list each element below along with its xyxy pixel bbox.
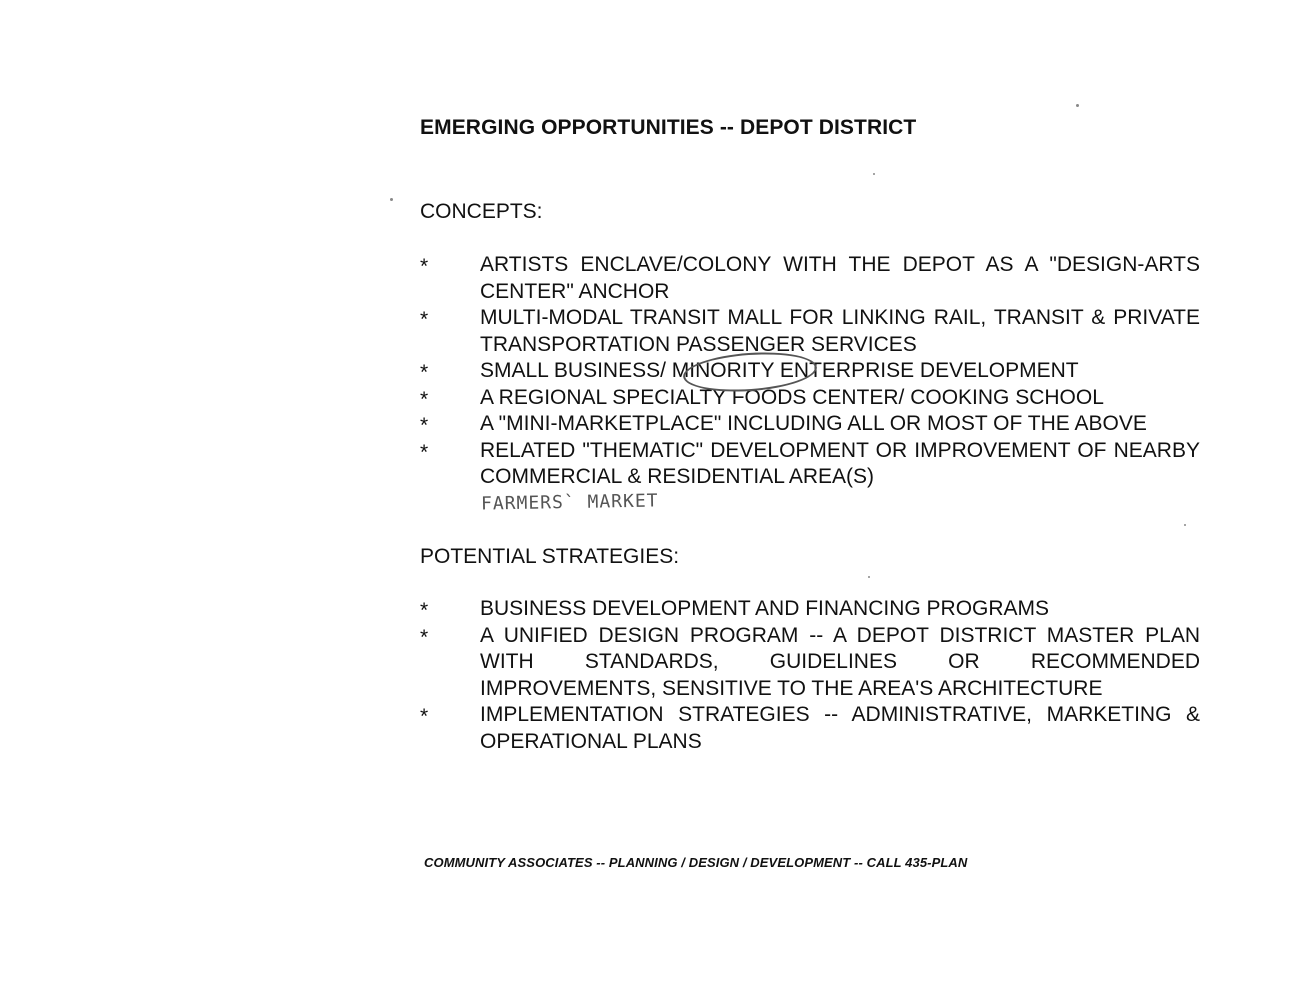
bullet-marker: * <box>420 599 429 622</box>
concept-text: RELATED "THEMATIC" DEVELOPMENT OR IMPROVEMENT OF NEARBY COMMERCIAL & RESIDENTIAL AREA(S) <box>480 438 1200 488</box>
strategy-text: BUSINESS DEVELOPMENT AND FINANCING PROGRAMS <box>480 597 1050 620</box>
concept-text: ARTISTS ENCLAVE/COLONY WITH THE DEPOT AS A "DESIGN-ARTS CENTER" ANCHOR <box>480 253 1200 303</box>
scan-speck <box>873 173 875 175</box>
strategy-text: A UNIFIED DESIGN PROGRAM -- A DEPOT DISTRICT MASTER PLAN WITH STANDARDS, GUIDELINES OR RECOMMENDED IMPROVEMENTS, SENSITIVE TO THE AREA'S ARCHITECTURE <box>480 623 1200 700</box>
scan-speck <box>1076 104 1079 107</box>
list-item <box>420 411 1200 438</box>
list-item <box>420 305 1200 358</box>
concept-text: MULTI-MODAL TRANSIT MALL FOR LINKING RAIL, TRANSIT & PRIVATE TRANSPORTATION PASSENGER SERVICES <box>480 306 1200 356</box>
bullet-marker: * <box>420 705 429 728</box>
scan-speck <box>868 576 870 578</box>
footer-credit: COMMUNITY ASSOCIATES -- PLANNING / DESIGN / DEVELOPMENT -- CALL 435-PLAN <box>424 855 968 870</box>
handwritten-note: FARMERS` MARKET <box>480 490 659 515</box>
bullet-marker: * <box>420 440 429 464</box>
bullet-marker: * <box>420 308 429 331</box>
list-item <box>420 252 1200 305</box>
strategies-heading: POTENTIAL STRATEGIES: <box>420 545 680 568</box>
scan-speck <box>1184 524 1186 526</box>
bullet-marker: * <box>420 361 429 384</box>
concept-text: A REGIONAL SPECIALTY FOODS CENTER/ COOKING SCHOOL <box>480 385 1104 409</box>
bullet-marker: * <box>420 414 429 437</box>
concepts-list <box>420 252 1200 491</box>
list-item <box>420 385 1200 412</box>
list-item <box>420 702 1200 755</box>
scan-speck <box>390 198 393 201</box>
page-title: EMERGING OPPORTUNITIES -- DEPOT DISTRICT <box>420 116 917 139</box>
list-item <box>420 438 1200 491</box>
bullet-marker: * <box>420 387 429 411</box>
concept-text: A "MINI-MARKETPLACE" INCLUDING ALL OR MOST OF THE ABOVE <box>480 412 1147 435</box>
list-item <box>420 596 1200 623</box>
strategy-text: IMPLEMENTATION STRATEGIES -- ADMINISTRATIVE, MARKETING & OPERATIONAL PLANS <box>480 703 1200 753</box>
bullet-marker: * <box>420 625 429 649</box>
strategies-list <box>420 596 1200 755</box>
concept-text: SMALL BUSINESS/ MINORITY ENTERPRISE DEVELOPMENT <box>480 359 1079 382</box>
concepts-heading: CONCEPTS: <box>420 200 543 223</box>
list-item <box>420 358 1200 385</box>
bullet-marker: * <box>420 255 429 278</box>
list-item <box>420 623 1200 703</box>
